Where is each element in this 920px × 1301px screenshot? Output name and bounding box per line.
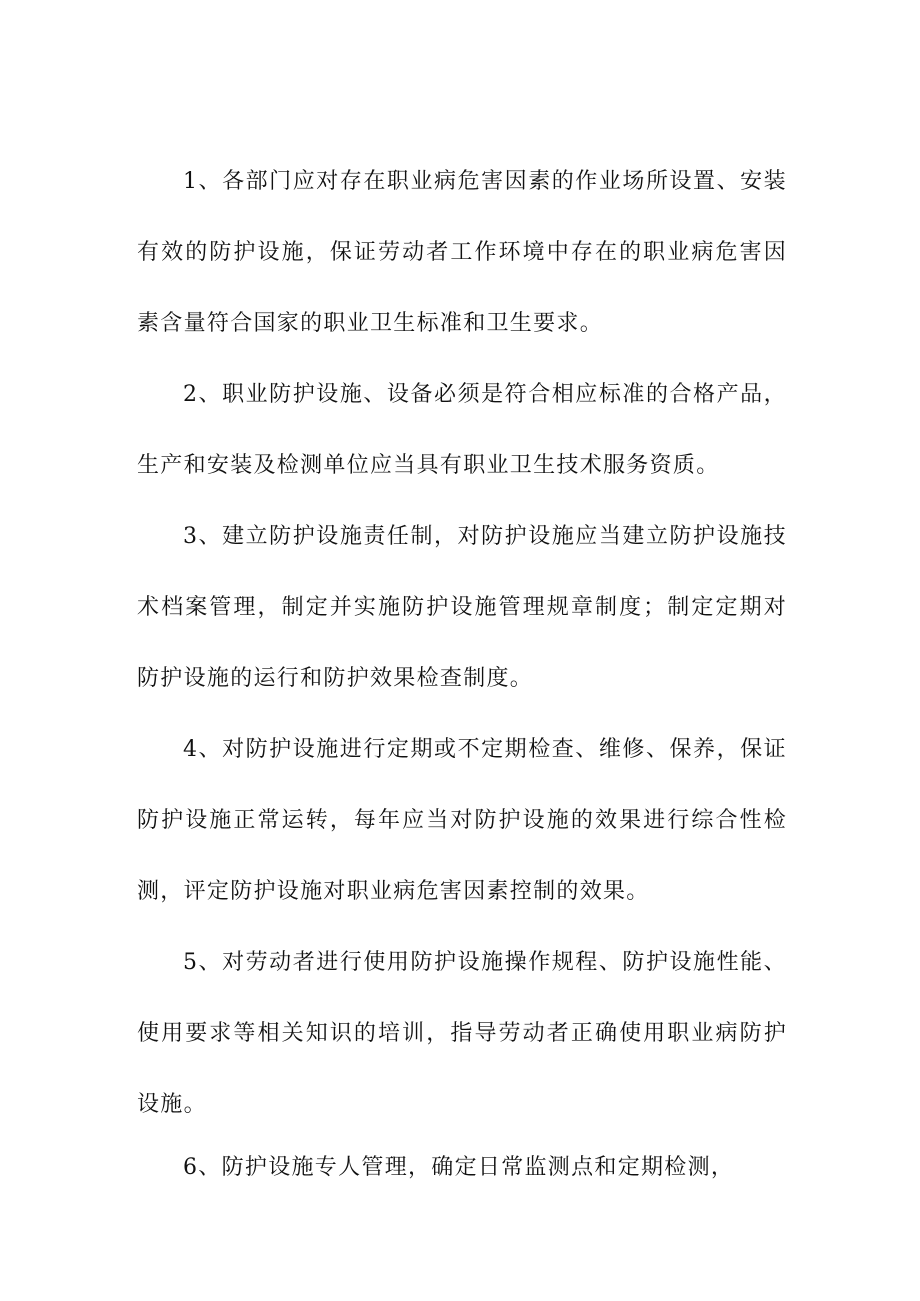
document-body [137,146,787,1196]
paragraph-1: 1、各部门应对存在职业病危害因素的作业场所设置、安装有效的防护设施，保证劳动者工作环境中存在的职业病危害因素含量符合国家的职业卫生标准和卫生要求。 [137,169,787,336]
paragraph-6: 6、防护设施专人管理，确定日常监测点和定期检测， [183,1155,735,1180]
paragraph-3: 3、建立防护设施责任制，对防护设施应当建立防护设施技术档案管理，制定并实施防护设施管理规章制度；制定定期对防护设施的运行和防护效果检查制度。 [137,524,787,691]
paragraph-4: 4、对防护设施进行定期或不定期检查、维修、保养，保证防护设施正常运转，每年应当对防护设施的效果进行综合性检测，评定防护设施对职业病危害因素控制的效果。 [137,737,787,904]
paragraph-2: 2、职业防护设施、设备必须是符合相应标准的合格产品，生产和安装及检测单位应当具有职业卫生技术服务资质。 [137,382,787,478]
paragraph-5: 5、对劳动者进行使用防护设施操作规程、防护设施性能、使用要求等相关知识的培训，指导劳动者正确使用职业病防护设施。 [137,950,787,1117]
